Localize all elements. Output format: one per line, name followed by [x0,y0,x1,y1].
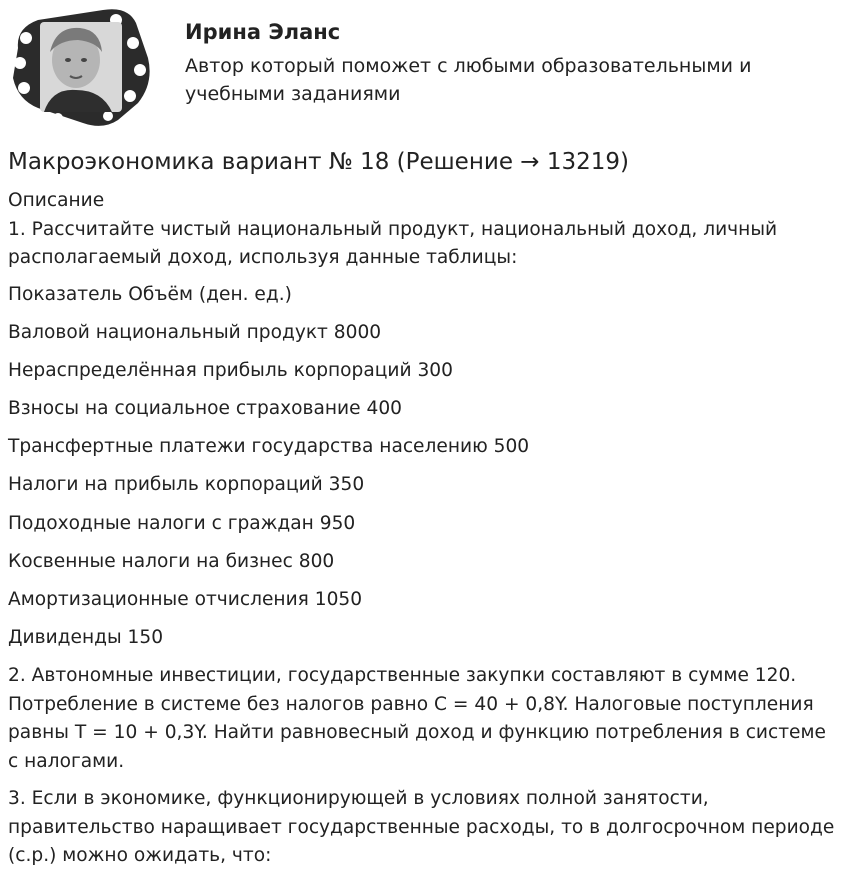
page-title: Макроэкономика вариант № 18 (Решение → 13219) [8,149,629,175]
table-row: Дивиденды 150 [8,627,164,649]
table-row: Косвенные налоги на бизнес 800 [8,550,335,572]
author-block [8,8,838,128]
indicators-table [8,281,840,653]
question-3: 3. Если в экономике, функционирующей в условиях полной занятости, правительство наращивает государственные расходы, то в долгосрочном периоде (с.р.) можно ожидать, что: [8,788,835,867]
author-photo [40,22,122,112]
author-description: Автор который поможет с любыми образовательными и учебными заданиями [185,55,752,105]
table-row: Нераспределённая прибыль корпораций 300 [8,359,453,381]
description-label: Описание [8,190,105,211]
table-row: Налоги на прибыль корпораций 350 [8,474,365,496]
author-name[interactable]: Ирина Эланс [185,20,341,44]
table-row: Подоходные налоги с граждан 950 [8,512,356,534]
task-content [8,187,840,871]
question-2: 2. Автономные инвестиции, государственные закупки составляют в сумме 120. Потребление в системе без налогов равно С = 40 + 0,8Y. Налоговые поступления равны Т = 10 + 0,3Y. Найти равновесный доход и функцию потребления в системе с налогами. [8,665,826,772]
table-row: Трансфертные платежи государства населению 500 [8,436,530,458]
author-avatar[interactable] [8,8,150,126]
table-row: Взносы на социальное страхование 400 [8,398,402,420]
question-1: 1. Рассчитайте чистый национальный продукт, национальный доход, личный располагаемый доход, используя данные таблицы: [8,218,778,268]
table-row: Валовой национальный продукт 8000 [8,321,382,343]
table-row: Показатель Объём (ден. ед.) [8,283,292,305]
table-row: Амортизационные отчисления 1050 [8,589,363,610]
